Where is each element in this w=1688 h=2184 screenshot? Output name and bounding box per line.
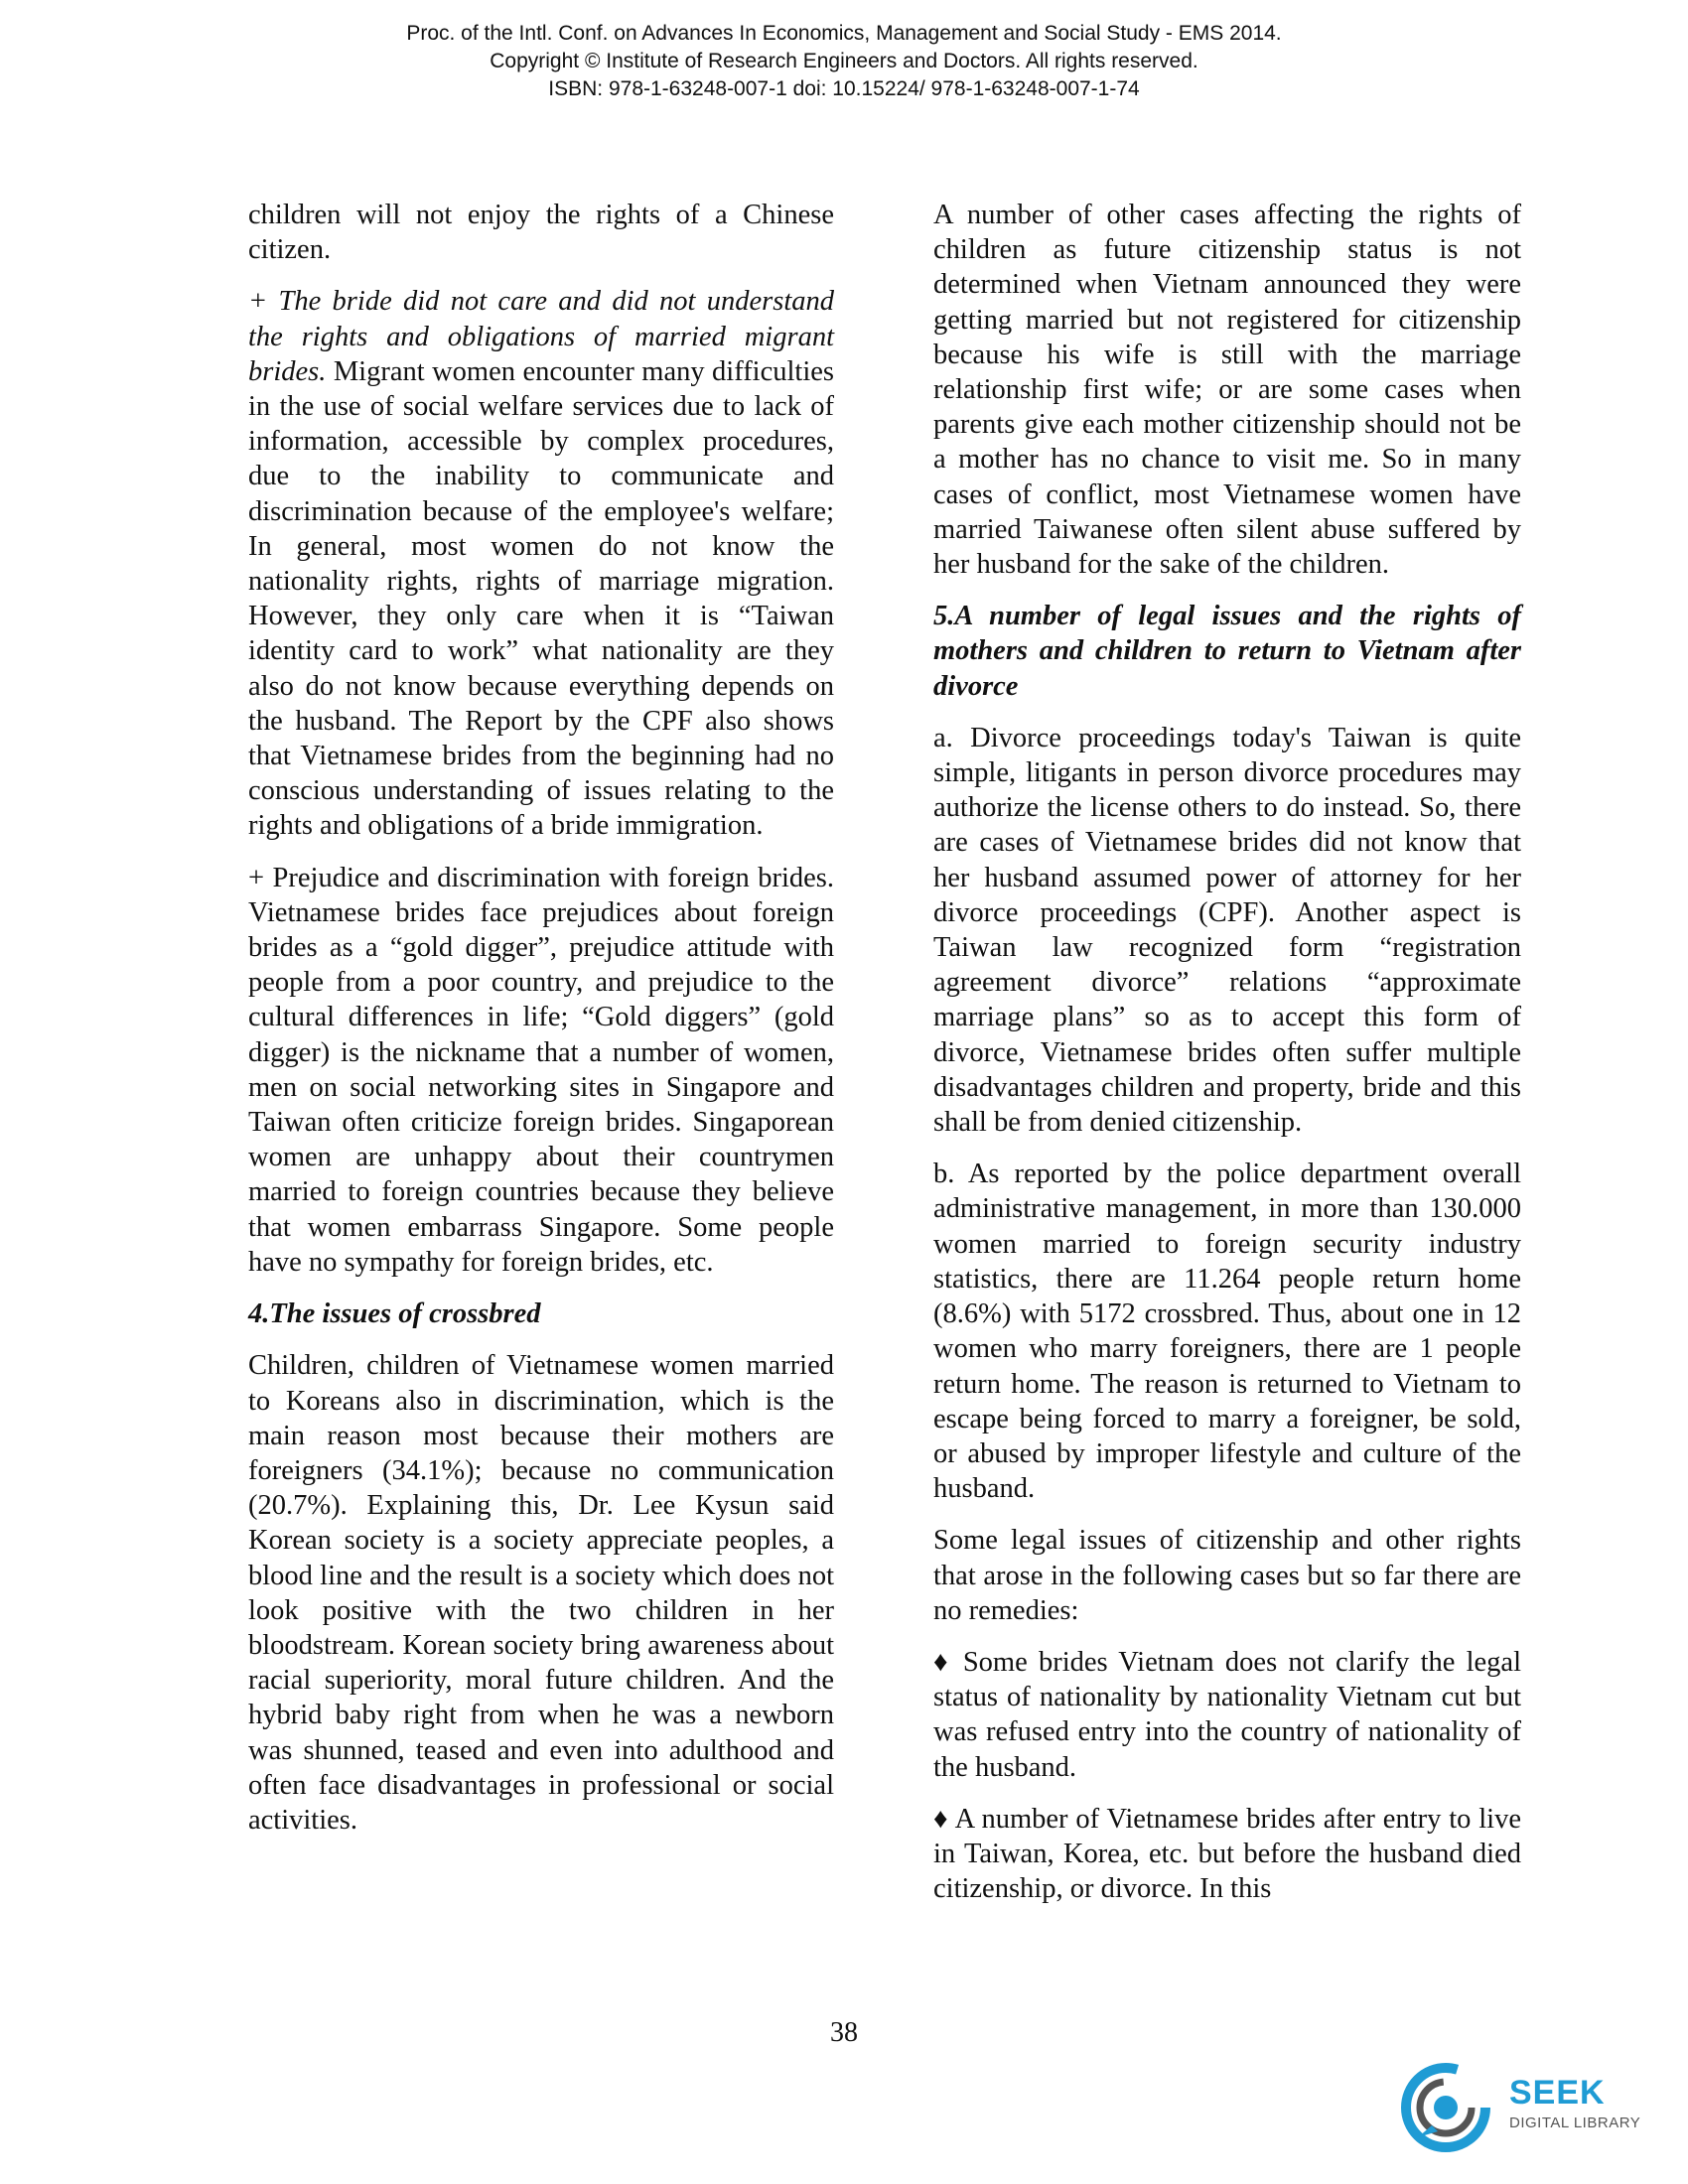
paragraph: children will not enjoy the rights of a Chinese citizen. — [248, 200, 834, 266]
bullet-paragraph: ♦ A number of Vietnamese brides after entry to live in Taiwan, Korea, etc. but before the husband died citizenship, or divorce. In this — [933, 1803, 1521, 1905]
paragraph: A number of other cases affecting the rights of children as future citizenship status is not determined when Vietnam announced they were getting married but not registered for citizenship because his wife is still with the marriage relationship first wife; or are some cases when parents give each mother citizenship should not be a mother has no chance to visit me. So in many cases of conflict, most Vietnamese women have married Taiwanese often silent abuse suffered by her husband for the sake of the children. — [933, 200, 1521, 581]
paragraph: Children, children of Vietnamese women married to Koreans also in discrimination, which is the main reason most because their mothers are foreigners (34.1%); because no communication (20.7%). Explaining this, Dr. Lee Kysun said Korean society is a society appreciate peoples, a blood line and the result is a society which does not look positive with the two children in her bloodstream. Korean society bring awareness about racial superiority, moral future children. And the hybrid baby right from when he was a newborn was shunned, teased and even into adulthood and often face disadvantages in professional or social activities. — [248, 1350, 834, 1836]
paragraph: Some legal issues of citizenship and other rights that arose in the following cases but so far there are no remedies: — [933, 1525, 1521, 1626]
section-heading: 4.The issues of crossbred — [248, 1298, 541, 1330]
paragraph — [248, 284, 834, 843]
paragraph: b. As reported by the police department overall administrative management, in more than 130.000 women married to foreign security industry statistics, there are 11.264 people return home (8.6%) with 5172 crossbred. Thus, about one in 12 women who marry foreigners, there are 1 people return home. The reason is returned to Vietnam to escape being forced to marry a foreigner, be sold, or abused by improper lifestyle and culture of the husband. — [933, 1159, 1521, 1505]
conference-header — [0, 20, 1688, 103]
page-number: 38 — [830, 2017, 858, 2048]
logo-subtitle: DIGITAL LIBRARY — [1509, 2115, 1641, 2131]
right-column — [933, 198, 1521, 1923]
seek-digital-library-logo — [1398, 2060, 1666, 2159]
logo-wordmark: SEEK — [1509, 2074, 1606, 2112]
paragraph: + Prejudice and discrimination with foreign brides. Vietnamese brides face prejudices about foreign brides as a “gold digger”, prejudice attitude with people from a poor country, and prejudice to the cultural differences in life; “Gold diggers” (gold digger) is the nickname that a number of women, men on social networking sites in Singapore and Taiwan often criticize foreign brides. Singaporean women are unhappy about their countrymen married to foreign countries because they believe that women embarrass Singapore. Some people have no sympathy for foreign brides, etc. — [248, 862, 834, 1278]
bullet-paragraph: ♦ Some brides Vietnam does not clarify the legal status of nationality by nationality Vietnam cut but was refused entry into the country of nationality of the husband. — [933, 1646, 1521, 1783]
seek-logo-icon — [1398, 2060, 1497, 2159]
header-line-3: ISBN: 978-1-63248-007-1 doi: 10.15224/ 978-1-63248-007-1-74 — [548, 77, 1140, 100]
section-heading: 5.A number of legal issues and the rights of mothers and children to return to Vietnam after divorce — [933, 601, 1521, 702]
italic-lead: + The bride did not care and did not understand the rights and obligations of married migrant brides. — [248, 286, 834, 387]
left-column — [248, 198, 834, 1854]
header-line-1: Proc. of the Intl. Conf. on Advances In Economics, Management and Social Study - EMS 2014. — [406, 22, 1282, 45]
header-line-2: Copyright © Institute of Research Engineers and Doctors. All rights reserved. — [490, 50, 1198, 72]
paragraph: a. Divorce proceedings today's Taiwan is quite simple, litigants in person divorce procedures may authorize the license others to do instead. So, there are cases of Vietnamese brides did not know that her husband assumed power of attorney for her divorce proceedings (CPF). Another aspect is Taiwan law recognized form “registration agreement divorce” relations “approximate marriage plans” so as to accept this form of divorce, Vietnamese brides often suffer multiple disadvantages children and property, bride and this shall be from denied citizenship. — [933, 722, 1521, 1139]
paragraph-text: Migrant women encounter many difficulties in the use of social welfare services due to lack of information, accessible by complex procedures, due to the inability to communicate and discrimination because of the employee's welfare; In general, most women do not know the nationality rights, rights of marriage migration. However, they only care when it is “Taiwan identity card to work” what nationality are they also do not know because everything depends on the husband. The Report by the CPF also shows that Vietnamese brides from the beginning had no conscious understanding of issues relating to the rights and obligations of a bride immigration. — [248, 355, 834, 842]
